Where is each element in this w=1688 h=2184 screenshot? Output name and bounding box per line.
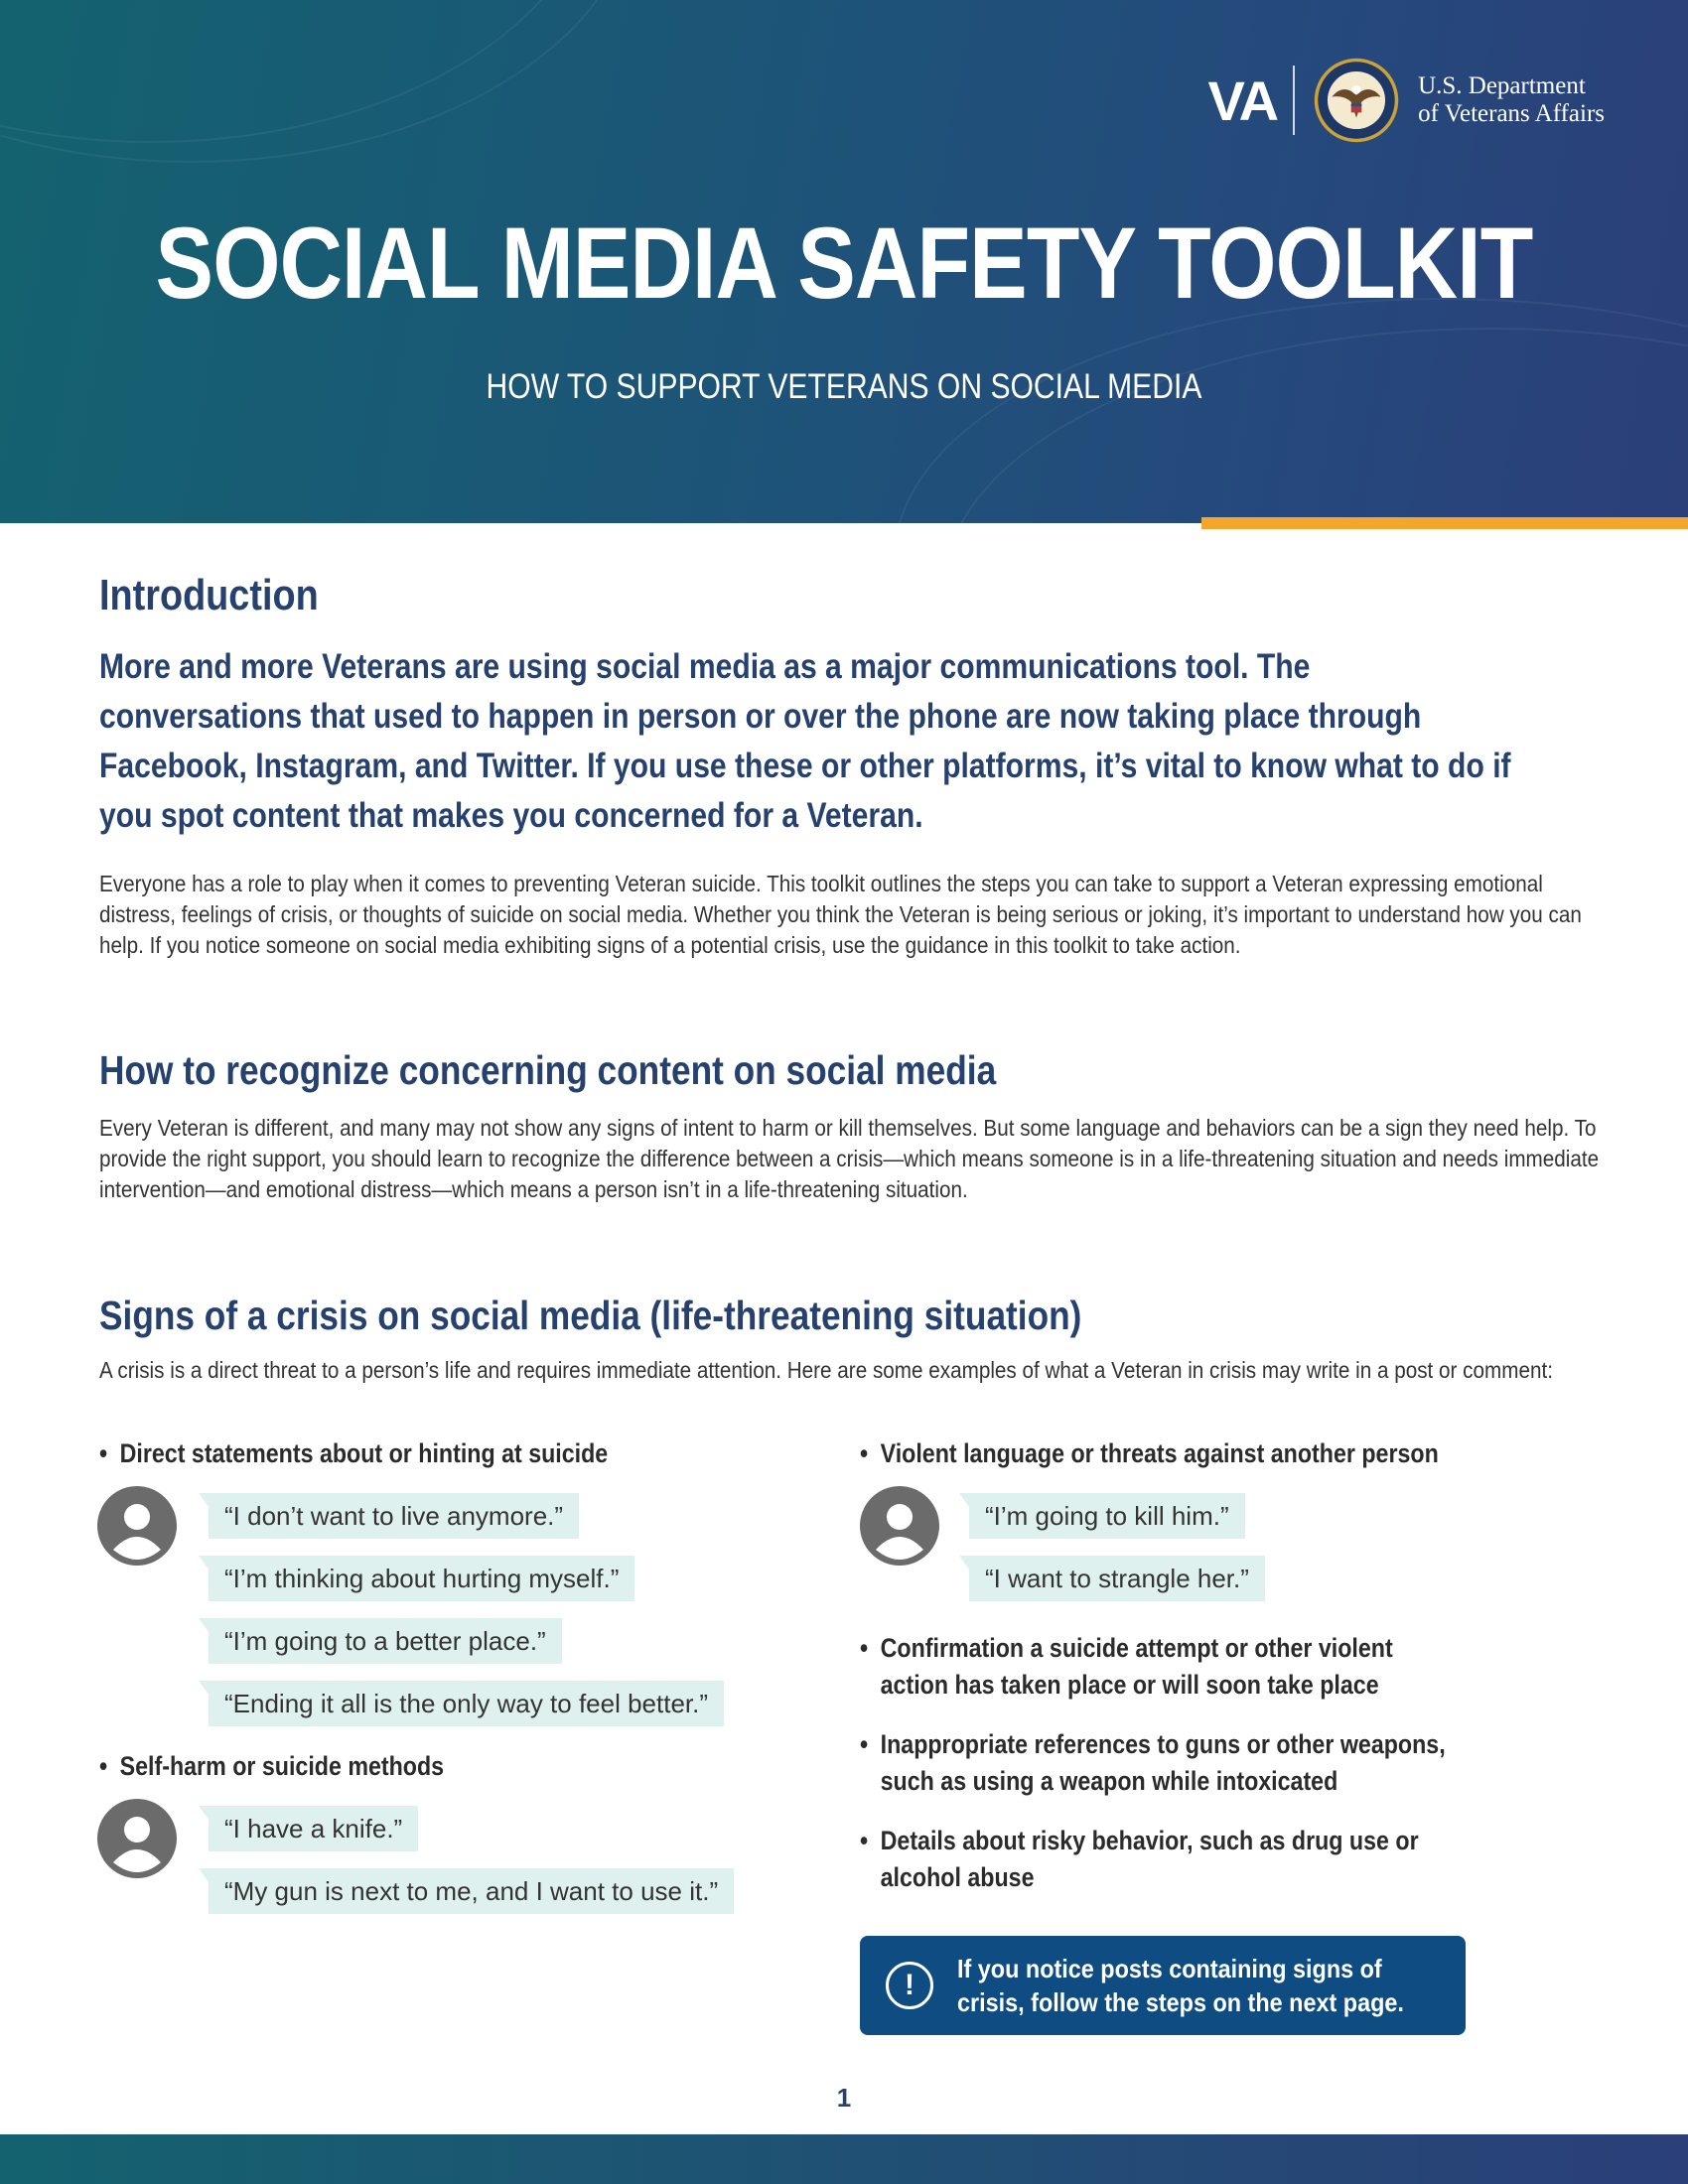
- signs-body: A crisis is a direct threat to a person’s life and requires immediate attention. Here are some examples of what a Veteran in crisis may write in a post or comment:: [99, 1357, 1553, 1383]
- bullet-confirmation-attempt: [860, 1630, 1393, 1704]
- intro-body: Everyone has a role to play when it comes to preventing Veteran suicide. This toolkit outlines the steps you can take to support a Veteran expressing emotional distress, feelings of crisis, or thoughts of suicide on social media. Whether you think the Veteran is being serious or joking, it’s important to understand how you can help. If you notice someone on social media exhibiting signs of a potential crisis, use the guidance in this toolkit to take action.: [99, 871, 1582, 958]
- quote-bubble: “Ending it all is the only way to feel better.”: [209, 1681, 724, 1726]
- recognize-heading: How to recognize concerning content on social media: [99, 1047, 997, 1093]
- callout-line-1: If you notice posts containing signs of: [957, 1954, 1382, 1983]
- department-line-2: of Veterans Affairs: [1418, 100, 1605, 127]
- department-name: [1418, 72, 1605, 128]
- bullet-text-line-2: action has taken place or will soon take place: [880, 1670, 1379, 1700]
- gold-accent-bar: [1201, 517, 1688, 529]
- recognize-body: Every Veteran is different, and many may not show any signs of intent to harm or kill themselves. But some language and behaviors can be a sign they need help. To provide the right support, you should learn to recognize the difference between a crisis—which means someone is in a life-threatening situation and needs immediate intervention—and emotional distress—which means a person isn’t in a life-threatening situation.: [99, 1115, 1600, 1202]
- bullet-text-line-2: such as using a weapon while intoxicated: [880, 1766, 1338, 1796]
- bullet-marker: •: [99, 1438, 108, 1468]
- bullet-direct-statements: [99, 1435, 608, 1472]
- quote-bubble: “I have a knife.”: [209, 1806, 418, 1851]
- document-subtitle: HOW TO SUPPORT VETERANS ON SOCIAL MEDIA: [486, 367, 1202, 406]
- bullet-marker: •: [860, 1826, 869, 1855]
- intro-heading: Introduction: [99, 571, 319, 619]
- bullet-marker: •: [860, 1438, 869, 1468]
- quote-bubble: “I’m thinking about hurting myself.”: [209, 1556, 634, 1601]
- department-line-1: U.S. Department: [1418, 72, 1586, 99]
- quote-bubble: “I’m going to a better place.”: [209, 1618, 562, 1664]
- bullet-text: Direct statements about or hinting at suicide: [119, 1438, 609, 1468]
- bullet-text: Self-harm or suicide methods: [119, 1751, 445, 1781]
- exclamation-circle-icon: !: [886, 1962, 933, 2009]
- va-logo[interactable]: [1207, 62, 1605, 139]
- callout-text: [957, 1952, 1458, 2019]
- va-seal-icon: [1313, 57, 1400, 144]
- bullet-text-line-1: Details about risky behavior, such as drug use or: [880, 1826, 1419, 1855]
- va-mark: VA: [1207, 68, 1278, 132]
- footer-bar: [0, 2134, 1688, 2184]
- crisis-callout: [860, 1936, 1466, 2035]
- quote-bubble: “I’m going to kill him.”: [969, 1493, 1245, 1539]
- callout-line-2: crisis, follow the steps on the next page.: [957, 1987, 1404, 2017]
- user-avatar-icon: [97, 1799, 177, 1878]
- bullet-self-harm: [99, 1748, 444, 1785]
- bullet-risky-behavior: [860, 1823, 1419, 1896]
- document-title: SOCIAL MEDIA SAFETY TOOLKIT: [155, 206, 1533, 320]
- quote-bubble: “My gun is next to me, and I want to use it.”: [209, 1868, 734, 1914]
- bullet-violent-language: [860, 1435, 1439, 1472]
- user-avatar-icon: [860, 1486, 939, 1566]
- bullet-text-line-1: Confirmation a suicide attempt or other violent: [880, 1633, 1393, 1663]
- bullet-marker: •: [860, 1729, 869, 1759]
- bullet-text-line-1: Inappropriate references to guns or other weapons,: [880, 1729, 1446, 1759]
- bullet-text: Violent language or threats against another person: [880, 1438, 1439, 1468]
- bullet-marker: •: [860, 1633, 869, 1663]
- quote-bubble: “I don’t want to live anymore.”: [209, 1493, 579, 1539]
- intro-lead: More and more Veterans are using social media as a major communications tool. The conversations that used to happen in person or over the phone are now taking place through Facebook, Instagram, and Twitter. If you use these or other platforms, it’s vital to know what to do if you spot content that makes you concerned for a Veteran.: [99, 647, 1511, 835]
- bullet-weapons-references: [860, 1726, 1446, 1800]
- page-number: 1: [836, 2083, 852, 2113]
- user-avatar-icon: [97, 1486, 177, 1566]
- logo-divider: [1293, 66, 1295, 135]
- header-banner: [0, 0, 1688, 523]
- bullet-text-line-2: alcohol abuse: [880, 1862, 1035, 1892]
- quote-bubble: “I want to strangle her.”: [969, 1556, 1265, 1601]
- bullet-marker: •: [99, 1751, 108, 1781]
- signs-heading: Signs of a crisis on social media (life-threatening situation): [99, 1293, 1082, 1338]
